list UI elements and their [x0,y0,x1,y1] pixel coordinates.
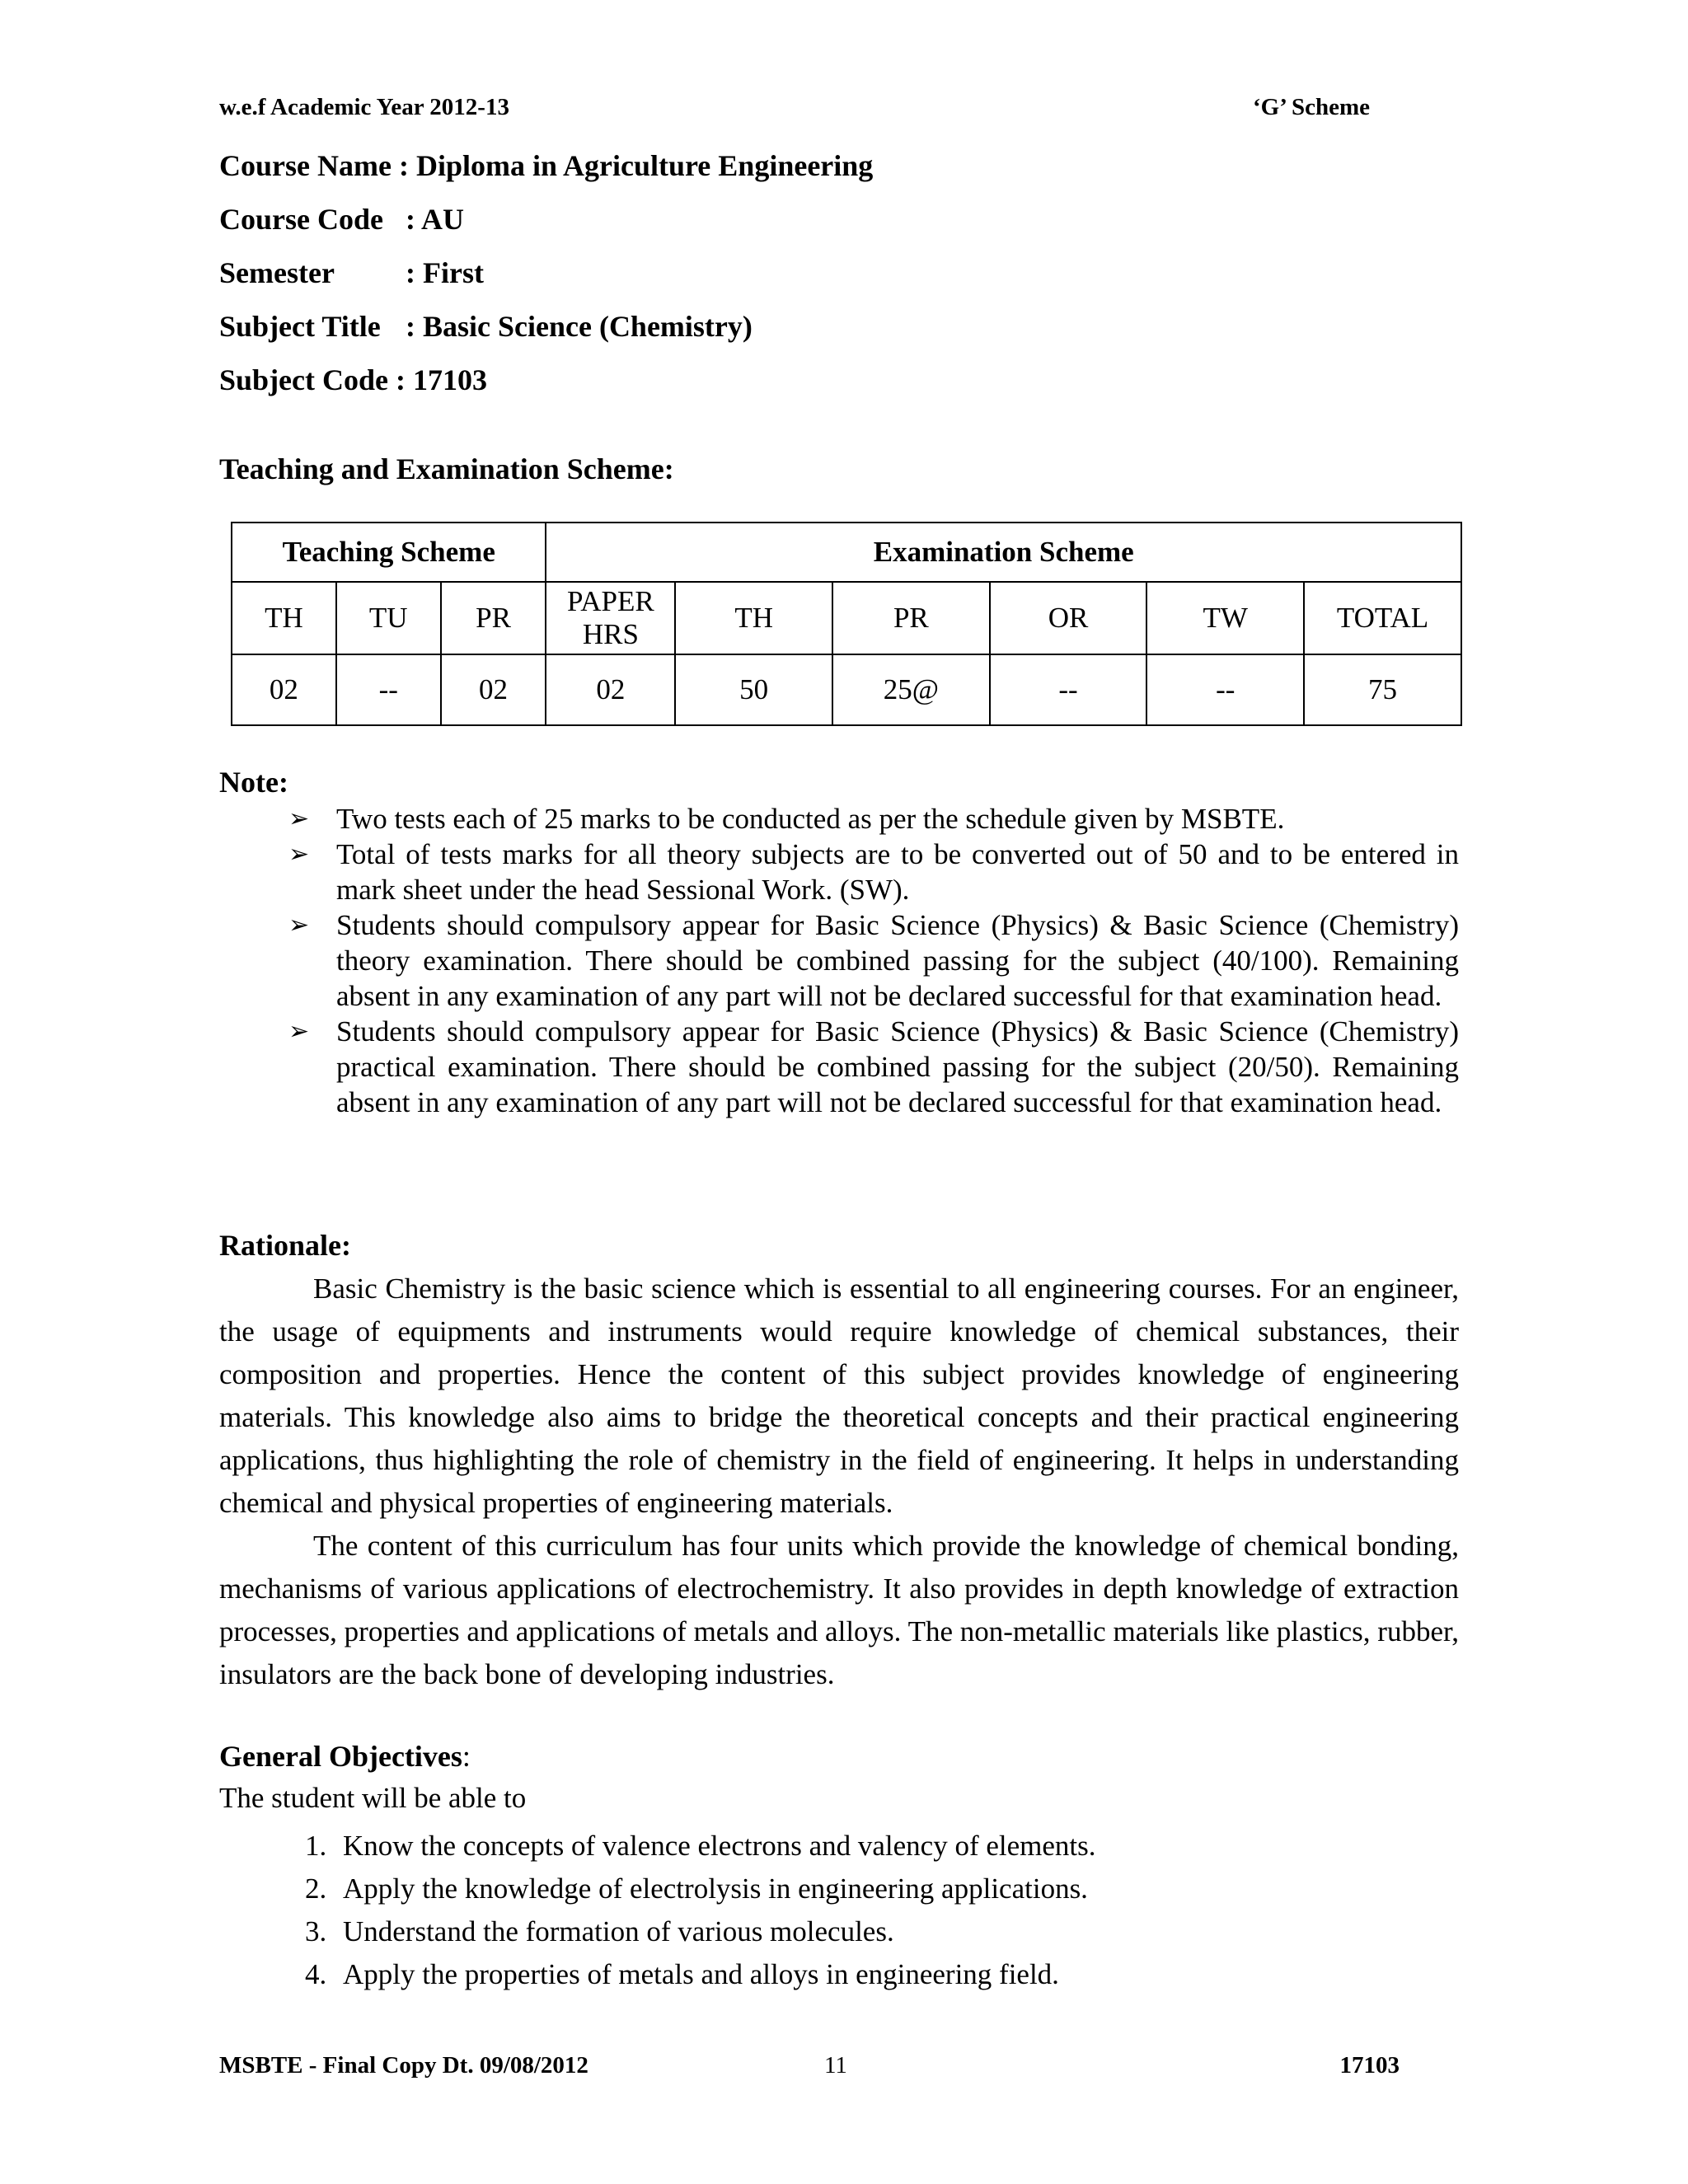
objective-number: 4. [305,1958,327,1990]
value-teaching-th: 02 [232,654,336,725]
objectives-list [305,1825,1096,1996]
objective-text: Understand the formation of various molecules. [343,1915,894,1947]
footer-subject-code: 17103 [1339,2052,1400,2079]
column-header-teaching-th: TH [232,582,336,654]
semester-label: Semester [219,256,335,289]
scheme-table [231,522,1462,726]
column-header-paper-hrs [546,582,675,654]
note-text: Students should compulsory appear for Basic Science (Physics) & Basic Science (Chemistry) practical examination. There should be combined passing for the subject (20/50). Remaining absent in any examination of any part will not be declared successful for that examination head. [336,1015,1459,1118]
value-teaching-tu: -- [336,654,441,725]
teaching-scheme-header: Teaching Scheme [232,523,546,582]
arrow-bullet-icon: ➢ [288,1018,310,1045]
value-total: 75 [1304,654,1461,725]
course-name-value: : Diploma in Agriculture Engineering [398,149,874,182]
subject-title-label: Subject Title [219,310,381,343]
course-code-value: : AU [406,203,464,236]
paper-hrs-line-1: PAPER [567,585,654,617]
arrow-bullet-icon: ➢ [288,805,310,832]
note-text: Students should compulsory appear for Basic Science (Physics) & Basic Science (Chemistry) theory examination. There should be combined passing for the subject (40/100). Remaining absent in any examination of any part will not be declared successful for that examination head. [336,909,1459,1012]
course-code-label: Course Code [219,203,383,236]
value-paper-hrs: 02 [546,654,675,725]
note-title: Note: [219,766,288,799]
examination-scheme-header: Examination Scheme [546,523,1461,582]
rationale-paragraph-1: Basic Chemistry is the basic science which is essential to all engineering courses. For an engineer, the usage of equipments and instruments would require knowledge of chemical substances, their composition and properties. Hence the content of this subject provides knowledge of engineering materials. This knowledge also aims to bridge the theoretical concepts and their practical engineering applications, thus highlighting the role of chemistry in the field of engineering. It helps in understanding chemical and physical properties of engineering materials. [219,1272,1459,1519]
column-header-teaching-pr: PR [441,582,546,654]
objective-item [305,1910,1096,1953]
arrow-bullet-icon: ➢ [288,912,310,939]
column-header-total: TOTAL [1304,582,1461,654]
course-code-row [219,202,464,237]
note-text: Total of tests marks for all theory subjects are to be converted out of 50 and to be entered in mark sheet under the head Sessional Work. (SW). [336,838,1459,906]
footer-page-number: 11 [824,2052,847,2079]
value-exam-pr: 25@ [832,654,990,725]
subject-code-row [219,363,487,397]
paper-hrs-line-2: HRS [582,618,639,650]
semester-value: : First [406,256,484,289]
objective-text: Apply the knowledge of electrolysis in engineering applications. [343,1872,1088,1905]
subject-title-row [219,309,753,344]
objective-item [305,1953,1096,1996]
semester-row [219,255,484,290]
objective-text: Know the concepts of valence electrons and valency of elements. [343,1830,1096,1862]
objective-item [305,1868,1096,1910]
value-teaching-pr: 02 [441,654,546,725]
value-exam-th: 50 [675,654,832,725]
objectives-title: General Objectives [219,1740,462,1773]
column-header-exam-or: OR [990,582,1147,654]
objectives-title-row [219,1739,471,1774]
header-academic-year: w.e.f Academic Year 2012-13 [219,94,509,120]
objectives-intro: The student will be able to [219,1782,527,1814]
scheme-column-header-row [232,582,1461,654]
objective-item [305,1825,1096,1868]
objective-number: 1. [305,1830,327,1862]
footer-final-copy: MSBTE - Final Copy Dt. 09/08/2012 [219,2052,588,2079]
note-text: Two tests each of 25 marks to be conducted as per the schedule given by MSBTE. [336,803,1285,835]
note-item [288,801,1459,837]
column-header-teaching-tu: TU [336,582,441,654]
column-header-exam-pr: PR [832,582,990,654]
note-item [288,1014,1459,1120]
subject-code-label: Subject Code [219,363,388,396]
column-header-exam-th: TH [675,582,832,654]
value-exam-tw: -- [1146,654,1304,725]
note-item [288,907,1459,1014]
header-scheme: ‘G’ Scheme [1253,94,1370,120]
objective-number: 3. [305,1915,327,1947]
value-exam-or: -- [990,654,1147,725]
course-name-row [219,148,873,183]
objectives-title-colon: : [462,1740,471,1773]
scheme-group-header-row [232,523,1461,582]
notes-list [288,801,1459,1120]
rationale-title: Rationale: [219,1229,351,1262]
note-item [288,837,1459,907]
objective-text: Apply the properties of metals and alloys in engineering field. [343,1958,1059,1990]
arrow-bullet-icon: ➢ [288,841,310,868]
rationale-paragraph-2: The content of this curriculum has four units which provide the knowledge of chemical bonding, mechanisms of various applications of electrochemistry. It also provides in depth knowledge of extraction processes, properties and applications of metals and alloys. The non-metallic materials like plastics, rubber, insulators are the back bone of developing industries. [219,1530,1459,1690]
objective-number: 2. [305,1872,327,1905]
column-header-exam-tw: TW [1146,582,1304,654]
subject-code-value: : 17103 [396,363,487,396]
subject-title-value: : Basic Science (Chemistry) [406,310,753,343]
course-name-label: Course Name [219,149,392,182]
scheme-title: Teaching and Examination Scheme: [219,452,674,485]
scheme-values-row [232,654,1461,725]
